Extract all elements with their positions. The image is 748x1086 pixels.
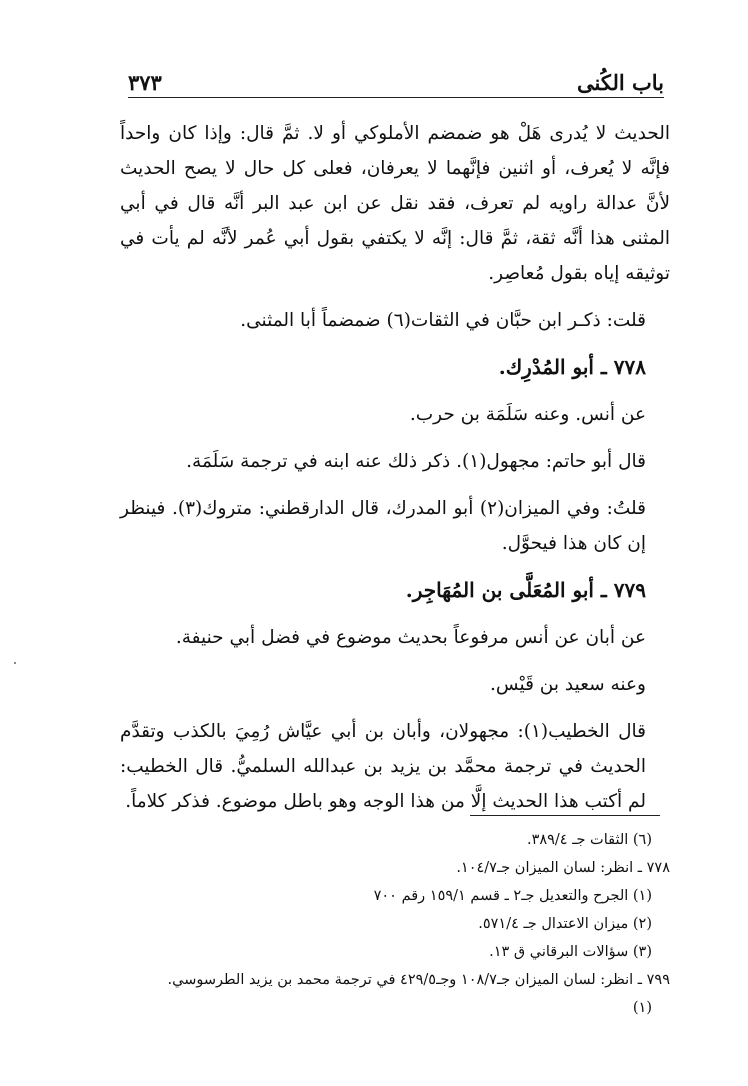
- paragraph: قلت: ذكـر ابن حبَّان في الثقات(٦) ضمضماً أبا المثنى.: [240, 310, 646, 331]
- running-header: [128, 64, 664, 98]
- page-number: ٣٧٣: [128, 70, 162, 95]
- paragraph: قال أبو حاتم: مجهول(١). ذكر ذلك عنه ابنه في ترجمة سَلَمَة.: [186, 451, 646, 472]
- paragraph: الحديث لا يُدرى هَلْ هو ضمضم الأملوكي أو لا. ثمَّ قال: وإذا كان واحداً فإنَّه لا يُعرف، أو اثنين فإنَّهما لا يعرفان، فعلى كل حال لا يصح الحديث لأنَّ عدالة راويه لم تعرف، فقد نقل عن ابن عبد البر أنَّه قال في أبي المثنى هذا أنَّه ثقة، ثمَّ قال: إنَّه لا يكتفي بقول أبي عُمر لأنَّه لم يأت في توثيقه إياه بقول مُعاصِر.: [120, 123, 670, 284]
- footnote: (١): [632, 1000, 652, 1016]
- paragraph: قلتُ: وفي الميزان(٢) أبو المدرك، قال الدارقطني: متروك(٣). فينظر إن كان هذا فيحوَّل.: [120, 498, 647, 554]
- footnotes: [120, 826, 670, 1022]
- scan-speck: [14, 662, 16, 664]
- footnote: (٦) الثقات جـ ٣٨٩/٤.: [526, 832, 652, 848]
- main-text: [120, 116, 670, 831]
- footnote: ٧٩٩ ـ انظر: لسان الميزان جـ١٠٨/٧ وجـ٤٢٩/٥ في ترجمة محمد بن يزيد الطرسوسي.: [167, 972, 670, 988]
- paragraph: قال الخطيب(١): مجهولان، وأبان بن أبي عيَّاش رُمِيَ بالكذب وتقدَّم الحديث في ترجمة محمَّد بن يزيد بن عبدالله السلميُّ. قال الخطيب: لم أكتب هذا الحديث إلَّا من هذا الوجه وهو باطل موضوع. فذكر كلاماً.: [120, 721, 646, 812]
- entry-heading: ٧٧٨ ـ أبو المُدْرِك.: [498, 355, 646, 379]
- paragraph: عن أبان عن أنس مرفوعاً بحديث موضوع في فضل أبي حنيفة.: [175, 627, 646, 648]
- footnote: ٧٧٨ ـ انظر: لسان الميزان جـ١٠٤/٧.: [456, 860, 670, 876]
- header-rule: [128, 97, 664, 98]
- entry-heading: ٧٧٩ ـ أبو المُعَلَّى بن المُهَاجِر.: [405, 578, 646, 602]
- paragraph: عن أنس. وعنه سَلَمَة بن حرب.: [409, 404, 646, 425]
- footnote: (١) الجرح والتعديل جـ٢ ـ قسم ١٥٩/١ رقم ٧٠٠: [373, 888, 652, 904]
- footnote: (٣) سؤالات البرقاني ق ١٣.: [489, 944, 652, 960]
- running-title: باب الكُنى: [577, 70, 664, 95]
- paragraph: وعنه سعيد بن قَيْس.: [490, 674, 646, 695]
- footnote-rule: [470, 815, 660, 816]
- footnote: (٢) ميزان الاعتدال جـ ٥٧١/٤.: [478, 916, 652, 932]
